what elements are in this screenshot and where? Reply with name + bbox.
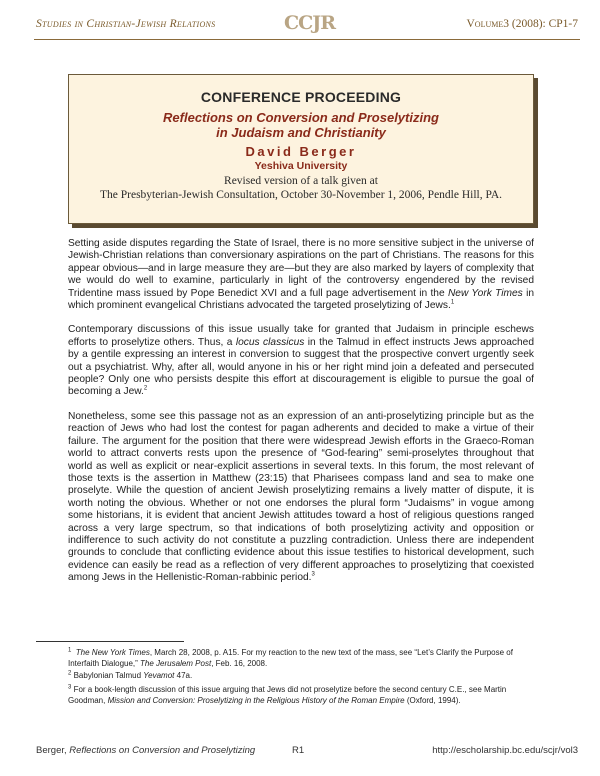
paragraph-1: Setting aside disputes regarding the State of Israel, there is no more sensitive subject in the universe of Jewish-Christian relations than conversionary aspirations on the part of Christians. The reasons for this appear obvious—and in large measure they are—but they are also marked by layers of complexity that we would do well to examine, particularly in light of the controversy engendered by the revised Tridentine mass issued by Pope Benedict XVI and a full page advertisement in the New York Times in which prominent evangelical Christians advocated the targeted proselytizing of Jews.$^1$ <box>68 238 534 312</box>
footnote-ref-3[interactable]: 3 <box>311 571 315 578</box>
title-box <box>68 74 534 224</box>
article-title-line2: in Judaism and Christianity <box>216 125 386 140</box>
article-title <box>69 110 533 140</box>
footer-citation: Berger, Reflections on Conversion and Proselytizing <box>36 745 256 756</box>
article-title-line1: Reflections on Conversion and Proselytizing <box>163 110 439 125</box>
footnote-3: $^3$ For a book-length discussion of this issue arguing that Jews did not proselytize before the second century C.E., see Martin Goodman, Mission and Conversion: Proselytizing in the Religious History of the Roman Empire (Oxford, 1994). <box>68 684 507 705</box>
author-name: David Berger <box>245 144 357 159</box>
journal-name: Studies in Christian-Jewish Relations <box>36 18 216 30</box>
ccjr-logo: CCJR <box>284 12 336 34</box>
footnote-divider <box>36 641 184 642</box>
page-number: R1 <box>292 745 305 756</box>
paragraph-2: Contemporary discussions of this issue usually take for granted that Judaism in principle eschews efforts to proselytize others. Thus, a locus classicus in the Talmud in effect instructs Jews approached by a gentile expressing an interest in conversion to suggest that the prospective convert urgently seek out a psychiatrist. Why, after all, would anyone in his or her right mind join a defeated and persecuted people? Only one who persists despite this effort at discouragement is eligible to pursue the goal of becoming a Jew.$^2$ <box>68 324 534 398</box>
footnote-1: $^1$ The New York Times, March 28, 2008, p. A15. For my reaction to the new text of the mass, see “Let’s Clarify the Purpose of Interfaith Dialogue,” The Jerusalem Post, Feb. 16, 2008. <box>68 647 513 668</box>
article-body <box>68 238 534 597</box>
footnote-ref-2[interactable]: 2 <box>143 386 148 393</box>
author-affiliation: Yeshiva University <box>254 160 348 172</box>
page-footer <box>34 745 580 759</box>
footnote-ref-1[interactable]: 1 <box>450 299 455 306</box>
talk-note-line1: Revised version of a talk given at <box>224 175 378 187</box>
running-header <box>34 12 580 40</box>
talk-note <box>69 174 533 202</box>
paragraph-3: Nonetheless, some see this passage not as an expression of an anti-proselytizing principle but as the reaction of Jews who had lost the contest for pagan adherents and decided to make a virtue of their failure. The argument for the position that there were widespread Jewish efforts in the Graeco-Roman world to attract converts rests upon the presence of “God-fearing” semi-proselytes throughout that world as well as explicit or near-explicit assertions in several texts. In this forum, the most relevant of those texts is the assertion in Matthew (23:15) that Pharisees compass land and sea to make one proselyte. While the question of ancient Jewish proselytizing remains a lively matter of dispute, it is worth noting the obvious. Whether or not one endorses the plural form “Judaisms” in vogue among some historians, it is evident that ancient Jewish attitudes toward a host of religious questions ranged across a very large spectrum, so that indications of both proselytizing activity and opposition or indifference to such activity do not constitute a puzzling contradiction. Unless there are independent grounds to conclude that conflicting evidence about this issue testifies to historical development, such evidence can easily be read as a reflection of very different approaches to proselytizing that coexisted among Jews in the Hellenistic-Roman-rabbinic period.$^3$ <box>68 410 534 584</box>
volume-info: Volume3 (2008): CP1-7 <box>466 18 578 30</box>
footer-url-link[interactable]: http://escholarship.bc.edu/scjr/vol3 <box>432 745 578 756</box>
footnote-2: $^2$ Babylonian Talmud Yevamot 47a. <box>68 670 193 680</box>
talk-note-line2: The Presbyterian-Jewish Consultation, October 30-November 1, 2006, Pendle Hill, PA. <box>99 189 503 201</box>
section-label: CONFERENCE PROCEEDING <box>200 89 402 105</box>
